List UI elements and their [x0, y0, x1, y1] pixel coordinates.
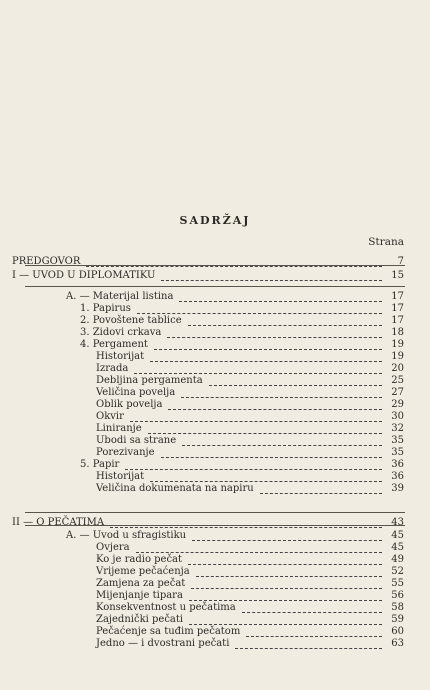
leader-dashes: [150, 355, 382, 362]
toc-page-number: 36: [391, 459, 404, 470]
toc-entry[interactable]: [0, 638, 430, 650]
toc-page-number: 29: [391, 399, 404, 410]
toc-page-number: 36: [391, 471, 404, 482]
toc-page-number: 56: [391, 590, 404, 601]
toc-entry-title: Jedno — i dvostrani pečati: [96, 638, 230, 649]
toc-entry-title: A. — Materijal listina: [66, 291, 174, 302]
toc-entry[interactable]: [0, 363, 430, 375]
toc-page-number: 43: [391, 517, 404, 528]
toc-entry[interactable]: [0, 626, 430, 638]
leader-dashes: [168, 403, 382, 410]
leader-dashes: [86, 260, 382, 267]
leader-dashes: [235, 642, 382, 649]
toc-entry[interactable]: [0, 375, 430, 387]
toc-entry[interactable]: [0, 542, 430, 554]
toc-entry-title: Veličina dokumenata na napiru: [96, 483, 254, 494]
toc-entry-title: Historijat: [96, 471, 145, 482]
toc-entry[interactable]: [0, 483, 430, 495]
toc-entry-title: Mijenjanje tipara: [96, 590, 183, 601]
leader-dashes: [161, 274, 382, 281]
toc-entry-title: Oblik povelja: [96, 399, 163, 410]
leader-dashes: [189, 594, 382, 601]
leader-dashes: [136, 546, 382, 553]
toc-entry-title: 3. Zidovi crkava: [80, 327, 162, 338]
toc-entry-title: 2. Povoštene tablice: [80, 315, 182, 326]
toc-page-number: 63: [391, 638, 404, 649]
toc-entry-title: Liniranje: [96, 423, 142, 434]
toc-entry-title: Veličina povelja: [96, 387, 176, 398]
toc-entry-title: Pečaćenje sa tuđim pečatom: [96, 626, 241, 637]
toc-page-number: 17: [391, 291, 404, 302]
page-column-header: Strana: [368, 236, 404, 248]
leader-dashes: [161, 451, 382, 458]
toc-page-number: 49: [391, 554, 404, 565]
toc-entry[interactable]: [0, 423, 430, 435]
toc-page-number: 25: [391, 375, 404, 386]
leader-dashes: [242, 606, 382, 613]
toc-page-number: 17: [391, 303, 404, 314]
toc-entry[interactable]: [0, 327, 430, 339]
leader-dashes: [188, 319, 382, 326]
toc-page-number: 20: [391, 363, 404, 374]
page-title: SADRŽAJ: [179, 214, 251, 227]
toc-entry-title: PREDGOVOR: [12, 256, 81, 267]
toc-entry-title: Zamjena za pečat: [96, 578, 186, 589]
leader-dashes: [209, 379, 382, 386]
toc-entry[interactable]: [0, 590, 430, 602]
leader-dashes: [154, 343, 382, 350]
leader-dashes: [179, 295, 382, 302]
toc-page-number: 30: [391, 411, 404, 422]
toc-page-number: 52: [391, 566, 404, 577]
toc-entry-title: Okvir: [96, 411, 124, 422]
toc-page-number: 45: [391, 530, 404, 541]
toc-entry[interactable]: [0, 399, 430, 411]
toc-page-number: 7: [397, 256, 404, 267]
toc-entry-title: 5. Papir: [80, 459, 120, 470]
toc-page-number: 58: [391, 602, 404, 613]
leader-dashes: [134, 367, 382, 374]
toc-entry[interactable]: [0, 411, 430, 423]
leader-dashes: [167, 331, 382, 338]
leader-dashes: [150, 475, 382, 482]
toc-entry-title: II — O PEČATIMA: [12, 517, 105, 528]
toc-page-number: 27: [391, 387, 404, 398]
leader-dashes: [196, 570, 382, 577]
toc-entry[interactable]: [0, 447, 430, 459]
toc-page-number: 60: [391, 626, 404, 637]
toc-entry[interactable]: [0, 566, 430, 578]
toc-entry-title: Debljina pergamenta: [96, 375, 203, 386]
toc-entry[interactable]: [0, 351, 430, 363]
leader-dashes: [110, 521, 382, 528]
toc-entry[interactable]: [0, 530, 430, 542]
toc-page-number: 19: [391, 339, 404, 350]
toc-entry[interactable]: [0, 554, 430, 566]
toc-entry[interactable]: [0, 270, 430, 282]
toc-entry-title: Ubodi sa strane: [96, 435, 177, 446]
toc-entry-title: 1. Papirus: [80, 303, 131, 314]
toc-entry[interactable]: [0, 291, 430, 303]
leader-dashes: [137, 307, 382, 314]
leader-dashes: [260, 487, 382, 494]
toc-page-number: 55: [391, 578, 404, 589]
leader-dashes: [148, 427, 382, 434]
toc-entry-title: Porezivanje: [96, 447, 155, 458]
section-rule: [25, 512, 405, 513]
toc-entry-title: Vrijeme pečaćenja: [96, 566, 190, 577]
toc-entry[interactable]: [0, 614, 430, 626]
leader-dashes: [191, 582, 382, 589]
toc-page-number: 18: [391, 327, 404, 338]
toc-entry[interactable]: [0, 435, 430, 447]
toc-entry[interactable]: [0, 339, 430, 351]
toc-entry[interactable]: [0, 256, 430, 268]
toc-page-number: 39: [391, 483, 404, 494]
toc-entry[interactable]: [0, 315, 430, 327]
section-rule: [25, 286, 405, 287]
toc-entry[interactable]: [0, 517, 430, 529]
toc-entry-title: 4. Pergament: [80, 339, 148, 350]
toc-entry-title: Ko je radio pečat: [96, 554, 183, 565]
leader-dashes: [130, 415, 382, 422]
toc-page-number: 45: [391, 542, 404, 553]
toc-page-number: 35: [391, 435, 404, 446]
toc-page-number: 32: [391, 423, 404, 434]
toc-entry[interactable]: [0, 471, 430, 483]
toc-entry-title: A. — Uvod u sfragistiku: [66, 530, 187, 541]
toc-entry[interactable]: [0, 303, 430, 315]
toc-entry[interactable]: [0, 602, 430, 614]
leader-dashes: [182, 439, 382, 446]
leader-dashes: [125, 463, 382, 470]
toc-page-number: 19: [391, 351, 404, 362]
leader-dashes: [181, 391, 382, 398]
toc-entry[interactable]: [0, 578, 430, 590]
toc-entry-title: Konsekventnost u pečatima: [96, 602, 236, 613]
leader-dashes: [189, 618, 382, 625]
toc-entry-title: Zajednički pečati: [96, 614, 184, 625]
toc-page-number: 59: [391, 614, 404, 625]
toc-page-number: 15: [391, 270, 404, 281]
leader-dashes: [188, 558, 382, 565]
toc-page-number: 17: [391, 315, 404, 326]
toc-entry[interactable]: [0, 459, 430, 471]
leader-dashes: [246, 630, 382, 637]
leader-dashes: [192, 534, 382, 541]
toc-entry-title: Historijat: [96, 351, 145, 362]
toc-entry[interactable]: [0, 387, 430, 399]
toc-entry-title: Ovjera: [96, 542, 130, 553]
toc-entry-title: Izrada: [96, 363, 129, 374]
toc-entry-title: I — UVOD U DIPLOMATIKU: [12, 270, 156, 281]
toc-page-number: 35: [391, 447, 404, 458]
